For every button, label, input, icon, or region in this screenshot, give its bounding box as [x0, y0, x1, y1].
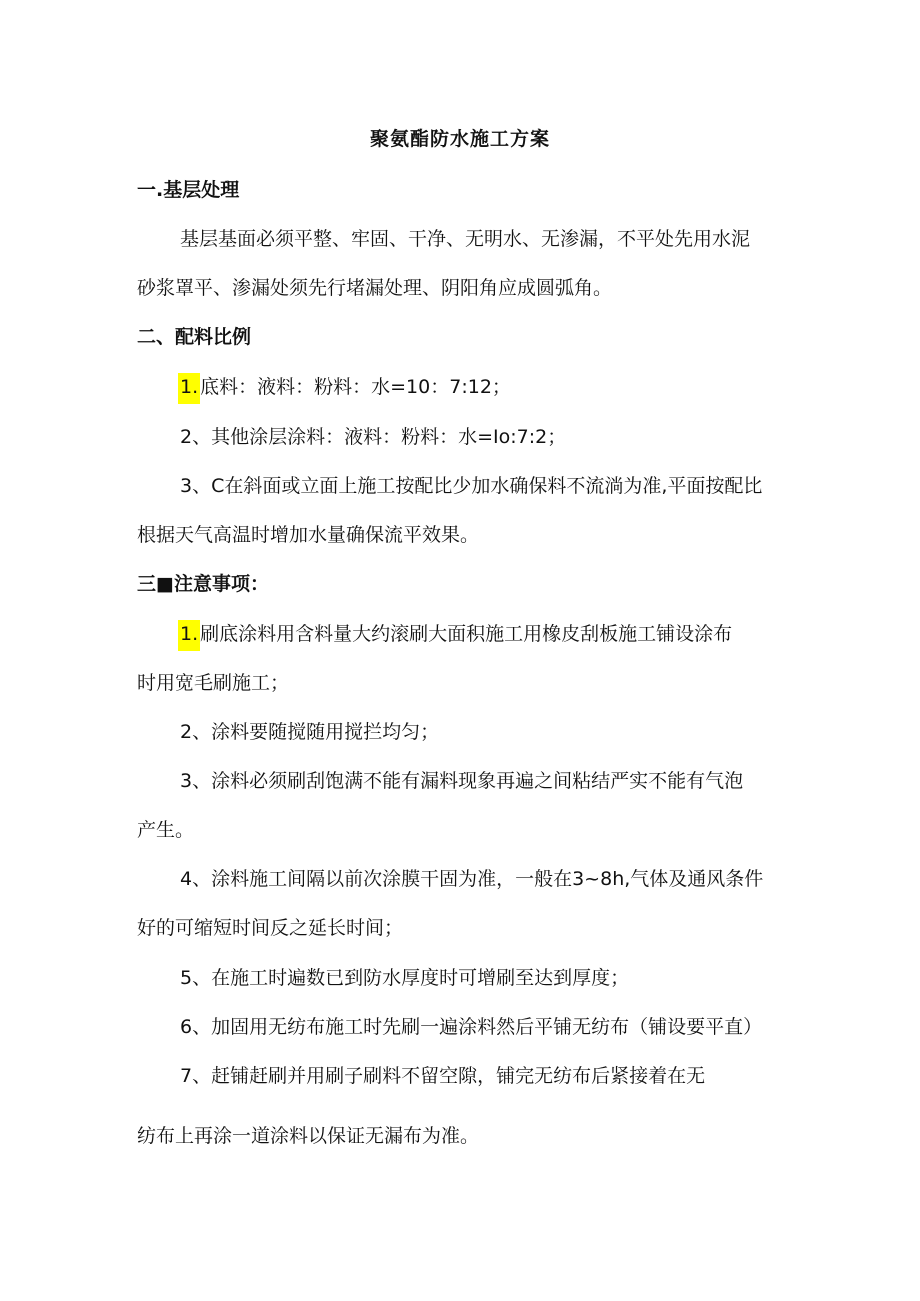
list-item	[180, 717, 439, 744]
list-item-text: 其他涂层涂料：液料：粉料：水=Io:7:2；	[211, 426, 567, 448]
list-item-number: 3、	[180, 475, 212, 497]
list-item-number: 2、	[180, 426, 212, 448]
list-item-continuation: 产生。	[137, 819, 195, 841]
highlighted-number: 1.	[178, 620, 200, 651]
list-item	[180, 864, 763, 891]
list-item-text: 赶铺赶刷并用刷子刷料不留空隙，铺完无纺布后紧接着在无	[211, 1065, 706, 1087]
list-item	[180, 422, 566, 449]
section-heading-mix-ratio: 二、配料比例	[137, 326, 252, 348]
list-item-text: 底料：液料：粉料：水=10：7:12；	[200, 376, 511, 398]
list-item-text: 加固用无纺布施工时先刷一遍涂料然后平铺无纺布（铺设要平直）	[211, 1016, 763, 1038]
highlighted-number: 1.	[178, 373, 200, 404]
list-item	[180, 1012, 762, 1039]
list-item-number: 2、	[180, 721, 212, 743]
list-item	[180, 1061, 705, 1088]
list-item-text: C在斜面或立面上施工按配比少加水确保料不流淌为准,平面按配比	[211, 475, 763, 497]
list-item	[180, 963, 629, 990]
list-item-text: 涂料必须刷刮饱满不能有漏料现象再遍之间粘结严实不能有气泡	[211, 770, 744, 792]
list-item-continuation: 纺布上再涂一道涂料以保证无漏布为准。	[137, 1125, 480, 1147]
section-heading-notes: 三■注意事项：	[137, 573, 269, 595]
paragraph-line: 砂浆罩平、渗漏处须先行堵漏处理、阴阳角应成圆弧角。	[137, 277, 613, 299]
list-item-number: 5、	[180, 967, 212, 989]
list-item-text: 在施工时遍数已到防水厚度时可增刷至达到厚度；	[211, 967, 630, 989]
list-item-text: 涂料施工间隔以前次涂膜干固为准，一般在3~8h,气体及通风条件	[211, 868, 764, 890]
list-item-continuation: 根据天气高温时增加水量确保流平效果。	[137, 524, 480, 546]
section-heading-base-treatment: 一.基层处理	[137, 179, 240, 201]
list-item	[180, 471, 762, 498]
list-item	[180, 619, 732, 651]
list-item-number: 3、	[180, 770, 212, 792]
list-item-text: 刷底涂料用含料量大约滚刷大面积施工用橡皮刮板施工铺设涂布	[200, 623, 733, 645]
list-item-number: 7、	[180, 1065, 212, 1087]
paragraph-line: 基层基面必须平整、牢固、干净、无明水、无渗漏，不平处先用水泥	[180, 228, 751, 250]
list-item-number: 6、	[180, 1016, 212, 1038]
list-item-continuation: 好的可缩短时间反之延长时间；	[137, 917, 404, 939]
list-item-continuation: 时用宽毛刷施工；	[137, 672, 290, 694]
list-item	[180, 372, 511, 404]
list-item-text: 涂料要随搅随用搅拦均匀；	[211, 721, 440, 743]
list-item-number: 4、	[180, 868, 212, 890]
page-title: 聚氨酯防水施工方案	[369, 128, 550, 150]
list-item	[180, 766, 743, 793]
